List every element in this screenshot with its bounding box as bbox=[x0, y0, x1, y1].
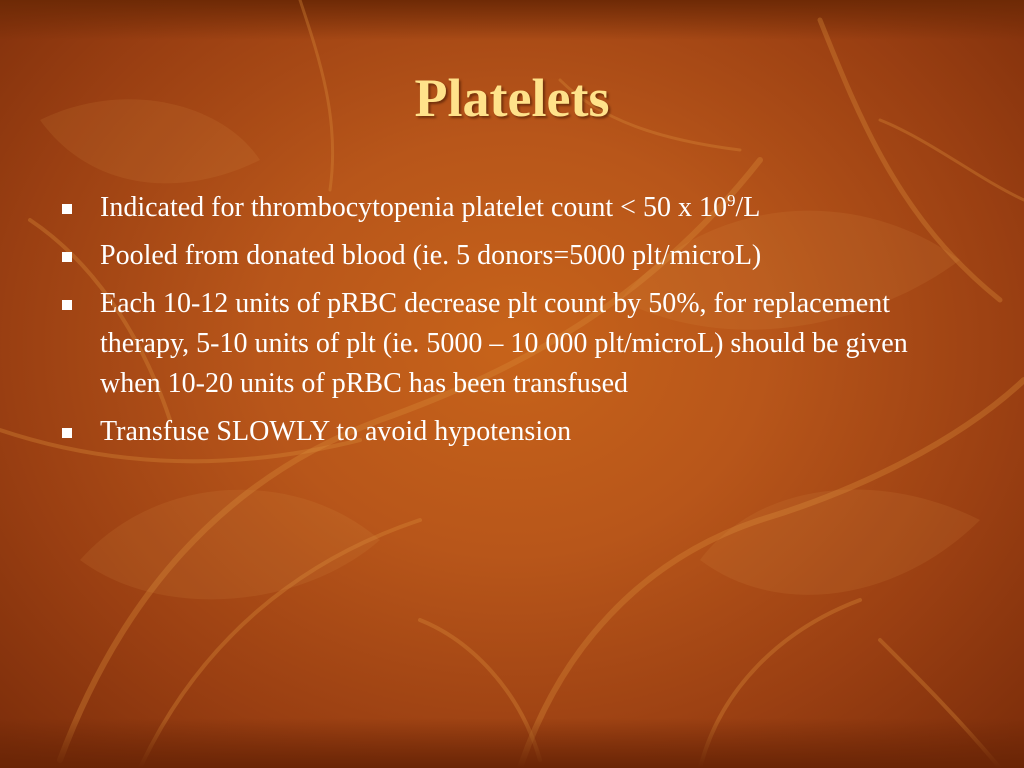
bullet-item-replacement bbox=[62, 284, 942, 404]
square-bullet-icon bbox=[62, 428, 72, 438]
bullet-text: Transfuse SLOWLY to avoid hypotension bbox=[100, 416, 572, 447]
square-bullet-icon bbox=[62, 204, 72, 214]
bullet-item-indication bbox=[62, 188, 942, 228]
bullet-superscript: 9 bbox=[726, 191, 736, 210]
bullet-text: Each 10-12 units of pRBC decrease plt count by 50%, for replacement therapy, 5-10 units of plt (ie. 5000 – 10 000 plt/microL) should be given when 10-20 units of pRBC has been transfused bbox=[100, 288, 908, 399]
bullet-item-transfuse bbox=[62, 412, 942, 452]
square-bullet-icon bbox=[62, 252, 72, 262]
bullet-item-pooled bbox=[62, 236, 942, 276]
bullet-text: Indicated for thrombocytopenia platelet count < 50 x 10 bbox=[100, 192, 727, 223]
bullet-text-suffix: /L bbox=[735, 192, 761, 223]
slide-title: Platelets bbox=[414, 68, 610, 128]
bullet-list bbox=[62, 188, 942, 460]
bullet-text: Pooled from donated blood (ie. 5 donors=5000 plt/microL) bbox=[100, 240, 762, 271]
square-bullet-icon bbox=[62, 300, 72, 310]
